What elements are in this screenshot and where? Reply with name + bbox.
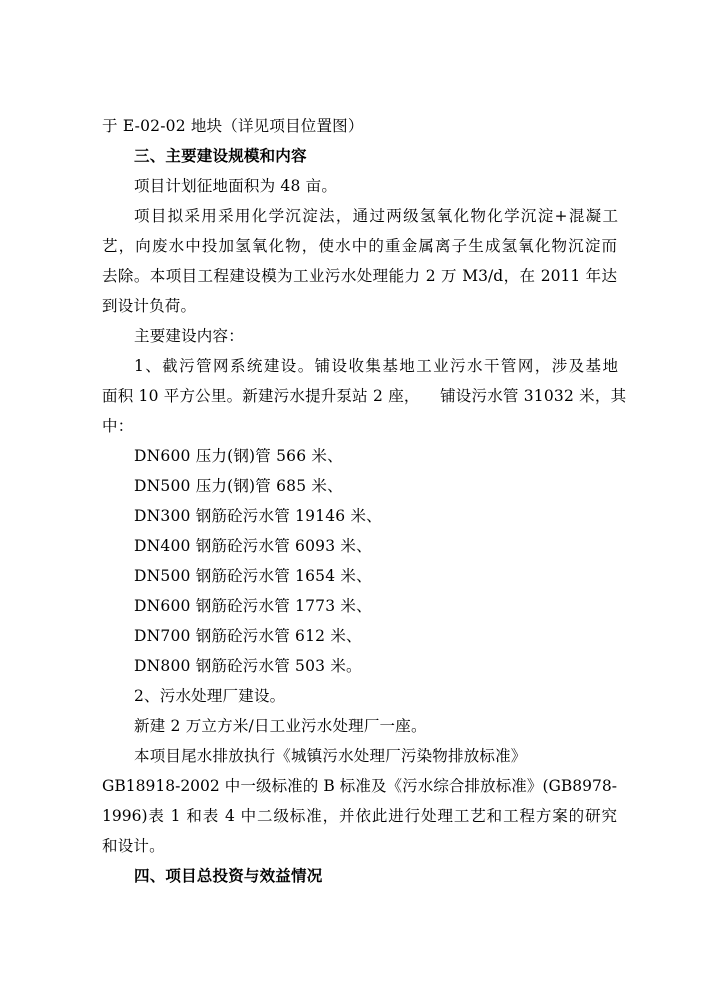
text-line-24: 1996)表 1 和表 4 中二级标准，并依此进行处理工艺和工程方案的研究: [102, 807, 617, 825]
text-line-6: 去除。本项目工程建设模为工业污水处理能力 2 万 M3/d，在 2011 年达: [102, 267, 617, 285]
text-line-1: 于 E-02-02 地块（详见项目位置图）: [102, 117, 364, 135]
pipe-item-5: DN500 钢筋砼污水管 1654 米、: [134, 567, 372, 585]
text-line-25: 和设计。: [102, 837, 165, 855]
section-heading-3: 三、主要建设规模和内容: [134, 146, 307, 165]
text-line-11: 中：: [102, 417, 134, 435]
text-line-21: 新建 2 万立方米/日工业污水处理厂一座。: [134, 717, 427, 735]
section-heading-4: 四、项目总投资与效益情况: [134, 866, 323, 885]
pipe-item-1: DN600 压力(钢)管 566 米、: [134, 447, 343, 465]
text-line-4: 项目拟采用采用化学沉淀法，通过两级氢氧化物化学沉淀+混凝工: [134, 207, 618, 225]
text-line-20: 2、污水处理厂建设。: [134, 687, 286, 705]
text-line-7: 到设计负荷。: [102, 297, 197, 315]
text-line-8: 主要建设内容：: [134, 327, 244, 345]
text-line-22: 本项目尾水排放执行《城镇污水处理厂污染物排放标准》: [134, 747, 527, 765]
pipe-item-4: DN400 钢筋砼污水管 6093 米、: [134, 537, 372, 555]
text-line-10: 面积 10 平方公里。新建污水提升泵站 2 座， 铺设污水管 31032 米，其: [102, 387, 627, 405]
pipe-item-8: DN800 钢筋砼污水管 503 米。: [134, 657, 362, 675]
pipe-item-2: DN500 压力(钢)管 685 米、: [134, 477, 343, 495]
text-line-3: 项目计划征地面积为 48 亩。: [134, 177, 338, 195]
text-line-9: 1、截污管网系统建设。铺设收集基地工业污水干管网，涉及基地: [134, 357, 618, 375]
text-line-23: GB18918-2002 中一级标准的 B 标准及《污水综合排放标准》(GB8978-: [102, 777, 617, 795]
text-line-5: 艺，向废水中投加氢氧化物，使水中的重金属离子生成氢氧化物沉淀而: [102, 237, 617, 255]
pipe-item-6: DN600 钢筋砼污水管 1773 米、: [134, 597, 372, 615]
pipe-item-3: DN300 钢筋砼污水管 19146 米、: [134, 507, 382, 525]
pipe-item-7: DN700 钢筋砼污水管 612 米、: [134, 627, 362, 645]
